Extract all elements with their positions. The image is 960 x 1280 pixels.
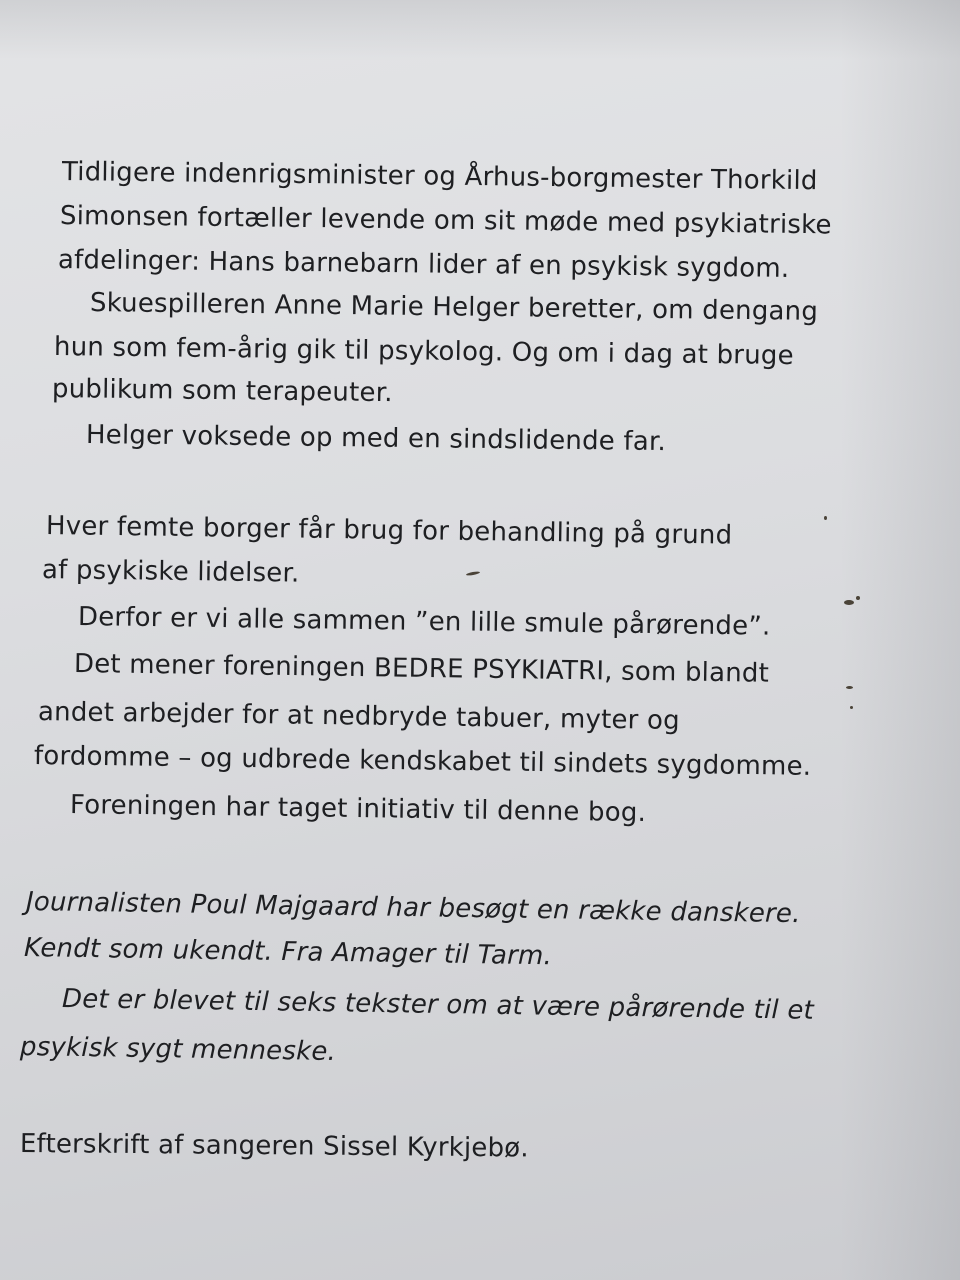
text-line: andet arbejder for at nedbryde tabuer, myter og xyxy=(37,697,681,736)
text-line: hun som fem-årig gik til psykolog. Og om i dag at bruge xyxy=(53,332,794,372)
text-line: af psykiske lidelser. xyxy=(41,555,300,589)
speck-mark xyxy=(844,600,854,605)
text-line-italic: psykisk sygt menneske. xyxy=(19,1032,337,1067)
speck-mark xyxy=(856,596,860,600)
text-line: Helger voksede op med en sindslidende far. xyxy=(85,420,667,458)
text-line-italic: Journalisten Poul Majgaard har besøgt en række danskere. xyxy=(25,887,801,930)
text-line: publikum som terapeuter. xyxy=(51,374,393,409)
text-line-italic: Kendt som ukendt. Fra Amager til Tarm. xyxy=(23,933,553,972)
speck-mark xyxy=(850,706,853,709)
text-line: Hver femte borger får brug for behandling på grund xyxy=(45,511,733,551)
text-line: Tidligere indenrigsminister og Århus-borgmester Thorkild xyxy=(61,157,818,197)
text-line: afdelinger: Hans barnebarn lider af en psykisk sygdom. xyxy=(57,245,790,284)
text-line: Det mener foreningen BEDRE PSYKIATRI, som blandt xyxy=(73,649,770,689)
text-line: Foreningen har taget initiativ til denne bog. xyxy=(69,790,647,829)
text-line: Simonsen fortæller levende om sit møde med psykiatriske xyxy=(59,201,832,241)
text-line: Derfor er vi alle sammen ”en lille smule pårørende”. xyxy=(77,602,771,642)
top-shadow xyxy=(0,0,960,60)
speck-mark xyxy=(846,686,853,689)
text-line-italic: Det er blevet til seks tekster om at være pårørende til et xyxy=(61,984,815,1026)
text-line: Skuespilleren Anne Marie Helger beretter, om dengang xyxy=(89,288,819,327)
speck-mark xyxy=(466,571,480,576)
afterword-line: Efterskrift af sangeren Sissel Kyrkjebø. xyxy=(19,1129,529,1164)
speck-mark xyxy=(824,516,827,520)
right-shadow xyxy=(840,0,960,1280)
text-line: fordomme – og udbrede kendskabet til sindets sygdomme. xyxy=(33,741,812,782)
